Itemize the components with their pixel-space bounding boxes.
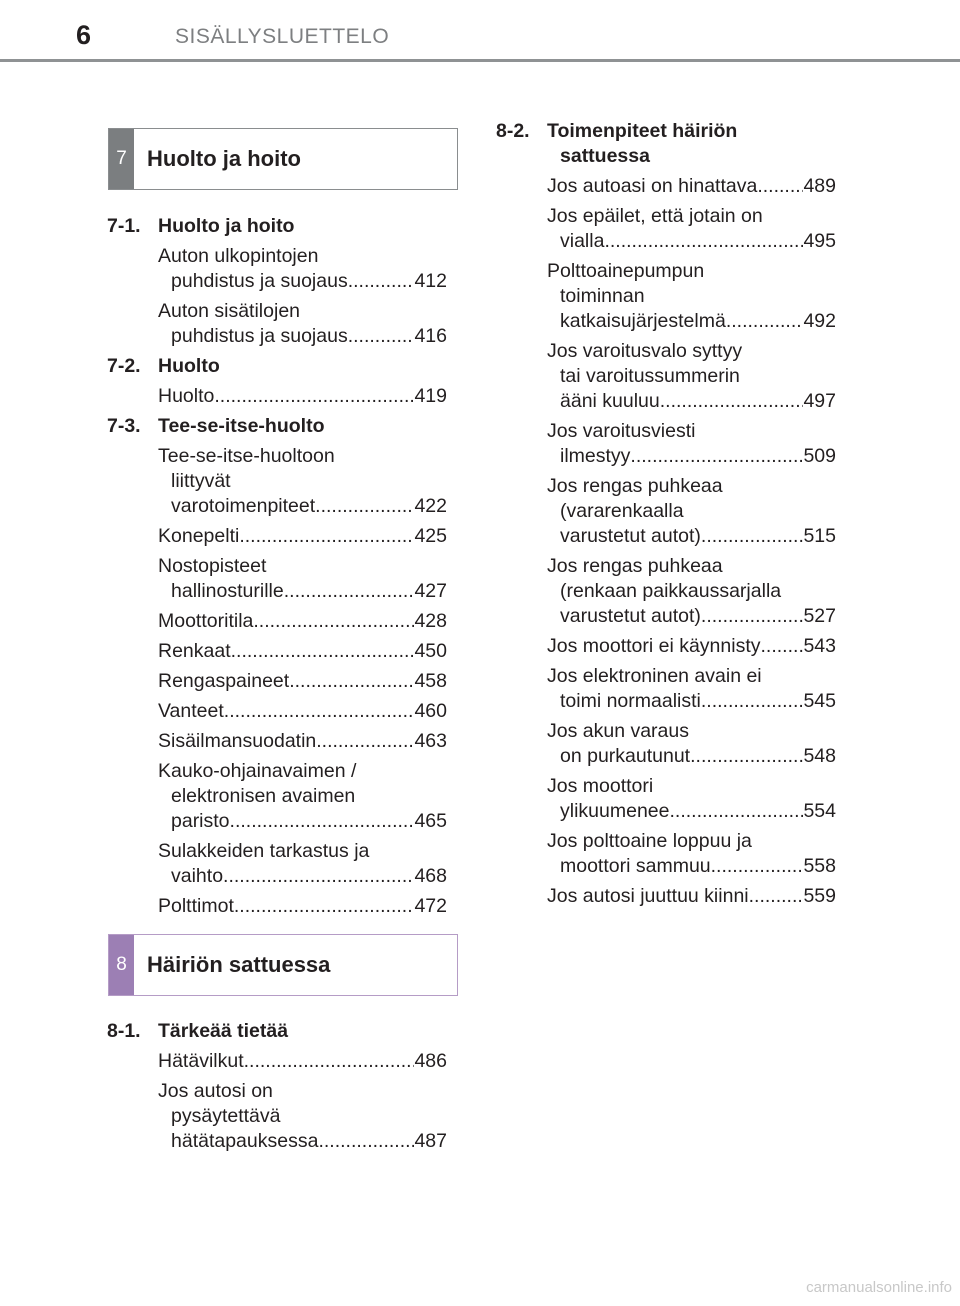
toc-entry-sisailmansuodatin[interactable]: Sisäilmansuodatin ..... 463	[158, 729, 447, 754]
toc-entry-paristo[interactable]: Kauko-ohjainavaimen / elektronisen avaimen paristo ..... 465	[158, 759, 447, 834]
page-ref: 543	[803, 635, 836, 657]
page-ref: 416	[414, 325, 447, 347]
section-7-heading	[108, 128, 458, 190]
header-title: SISÄLLYSLUETTELO	[175, 25, 390, 48]
chapter-8-2[interactable]: 8-2. Toimenpiteet häiriön sattuessa	[496, 120, 738, 167]
page-ref: 515	[803, 525, 836, 547]
page-ref: 450	[414, 640, 447, 662]
section-8-number: 8	[109, 935, 134, 995]
chapter-7-2[interactable]: 7-2. Huolto	[107, 355, 220, 377]
toc-entry-hatavilkut[interactable]: Hätävilkut ..... 486	[158, 1049, 447, 1074]
toc-entry-polttoaine-loppuu[interactable]: Jos polttoaine loppuu ja moottori sammuu ..... 558	[547, 829, 836, 879]
watermark: carmanualsonline.info	[806, 1279, 952, 1296]
toc-entry-pysaytettava[interactable]: Jos autosi on pysäytettävä hätätapauksessa ..... 487	[158, 1079, 447, 1154]
page-ref: 428	[414, 610, 447, 632]
toc-entry-sisatilojen[interactable]: Auton sisätilojen puhdistus ja suojaus ..... 416	[158, 299, 447, 349]
page-ref: 486	[414, 1050, 447, 1072]
toc-entry-moottoritila[interactable]: Moottoritila ..... 428	[158, 609, 447, 634]
chapter-7-3[interactable]: 7-3. Tee-se-itse-huolto	[107, 415, 325, 437]
page-ref: 497	[803, 390, 836, 412]
page-ref: 422	[414, 495, 447, 517]
toc-entry-vialla[interactable]: Jos epäilet, että jotain on vialla ..... 495	[547, 204, 836, 254]
page-ref: 492	[803, 310, 836, 332]
toc-entry-rengas-vararengas[interactable]: Jos rengas puhkeaa (vararenkaalla varustetut autot) ..... 515	[547, 474, 836, 549]
toc-entry-nostopisteet[interactable]: Nostopisteet hallinosturille ..... 427	[158, 554, 447, 604]
toc-entry-varoitusvalo[interactable]: Jos varoitusvalo syttyy tai varoitussummerin ääni kuuluu ..... 497	[547, 339, 836, 414]
page-ref: 412	[414, 270, 447, 292]
toc-entry-varoitusviesti[interactable]: Jos varoitusviesti ilmestyy ..... 509	[547, 419, 836, 469]
page-ref: 548	[803, 745, 836, 767]
toc-entry-akku[interactable]: Jos akun varaus on purkautunut ..... 548	[547, 719, 836, 769]
page-ref: 527	[803, 605, 836, 627]
toc-left-column	[107, 214, 447, 924]
section-8-title: Häiriön sattuessa	[147, 952, 331, 977]
toc-entry-juuttuu[interactable]: Jos autosi juuttuu kiinni ..... 559	[547, 884, 836, 909]
page-ref: 495	[803, 230, 836, 252]
toc-entry-sulakkeet[interactable]: Sulakkeiden tarkastus ja vaihto ..... 468	[158, 839, 447, 889]
toc-entry-varotoimenpiteet[interactable]: Tee-se-itse-huoltoon liittyvät varotoimenpiteet ..... 422	[158, 444, 447, 519]
toc-entry-vanteet[interactable]: Vanteet ..... 460	[158, 699, 447, 724]
page-ref: 460	[414, 700, 447, 722]
page-ref: 559	[803, 885, 836, 907]
page-ref: 554	[803, 800, 836, 822]
page-ref: 558	[803, 855, 836, 877]
section-7-number: 7	[109, 129, 134, 189]
page-ref: 463	[414, 730, 447, 752]
toc-entry-polttoainepumppu[interactable]: Polttoainepumpun toiminnan katkaisujärjestelmä ..... 492	[547, 259, 836, 334]
page-ref: 545	[803, 690, 836, 712]
toc-entry-hinattava[interactable]: Jos autoasi on hinattava ..... 489	[547, 174, 836, 199]
page-ref: 427	[414, 580, 447, 602]
toc-right-column	[496, 119, 836, 914]
toc-entry-ei-kaynnisty[interactable]: Jos moottori ei käynnisty ..... 543	[547, 634, 836, 659]
toc-entry-rengas-paikkaussarja[interactable]: Jos rengas puhkeaa (renkaan paikkaussarjalla varustetut autot) ..... 527	[547, 554, 836, 629]
toc-left-column-section-8	[107, 1019, 447, 1159]
page-number: 6	[76, 20, 92, 50]
page-ref: 419	[414, 385, 447, 407]
page-ref: 487	[414, 1130, 447, 1152]
toc-entry-konepelti[interactable]: Konepelti ..... 425	[158, 524, 447, 549]
section-7-title: Huolto ja hoito	[147, 146, 301, 171]
toc-entry-ylikuumenee[interactable]: Jos moottori ylikuumenee ..... 554	[547, 774, 836, 824]
page-header	[0, 0, 960, 64]
page-ref: 489	[803, 175, 836, 197]
page-ref: 509	[803, 445, 836, 467]
toc-entry-elektroninen-avain[interactable]: Jos elektroninen avain ei toimi normaalisti ..... 545	[547, 664, 836, 714]
chapter-7-1[interactable]: 7-1. Huolto ja hoito	[107, 215, 295, 237]
page-ref: 468	[414, 865, 447, 887]
page-ref: 425	[414, 525, 447, 547]
toc-entry-rengaspaineet[interactable]: Rengaspaineet ..... 458	[158, 669, 447, 694]
page-ref: 465	[414, 810, 447, 832]
page-ref: 458	[414, 670, 447, 692]
toc-entry-polttimot[interactable]: Polttimot ..... 472	[158, 894, 447, 919]
page-ref: 472	[414, 895, 447, 917]
toc-entry-renkaat[interactable]: Renkaat ..... 450	[158, 639, 447, 664]
chapter-8-1[interactable]: 8-1. Tärkeää tietää	[107, 1020, 289, 1042]
toc-entry-huolto[interactable]: Huolto ..... 419	[158, 384, 447, 409]
toc-entry-ulkopintojen[interactable]: Auton ulkopintojen puhdistus ja suojaus ..... 412	[158, 244, 447, 294]
header-divider	[0, 59, 960, 62]
section-8-heading	[108, 934, 458, 996]
